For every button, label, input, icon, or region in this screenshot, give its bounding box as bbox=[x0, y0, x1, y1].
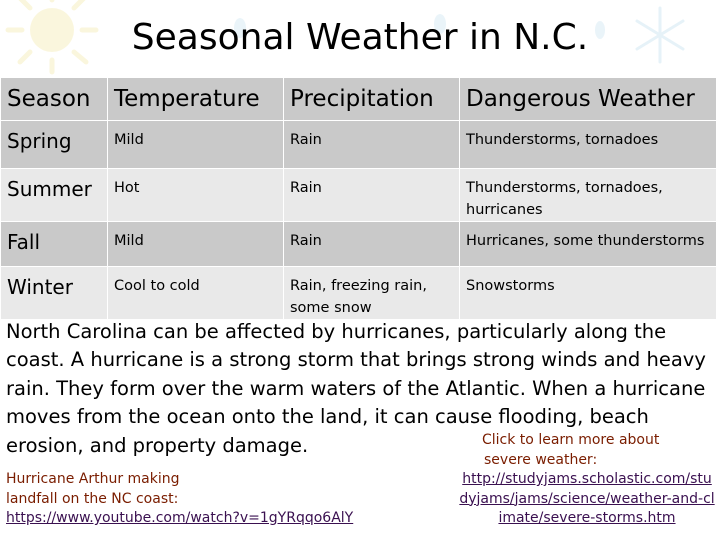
precipitation-cell: Rain bbox=[284, 222, 460, 267]
table-row bbox=[1, 169, 717, 222]
season-cell: Winter bbox=[1, 267, 108, 320]
header-temperature: Temperature bbox=[108, 78, 284, 121]
learn-more-line: Click to learn more about bbox=[482, 432, 660, 448]
studyjams-link[interactable]: http://studyjams.scholastic.com/studyjams/jams/science/weather-and-climate/severe-storms.htm bbox=[459, 471, 715, 526]
precipitation-cell: Rain bbox=[284, 121, 460, 169]
learn-more-line: severe weather: bbox=[484, 451, 598, 468]
table-row bbox=[1, 121, 717, 169]
season-cell: Spring bbox=[1, 121, 108, 169]
dangerous-weather-cell: Hurricanes, some thunderstorms bbox=[460, 222, 717, 267]
temperature-cell: Cool to cold bbox=[108, 267, 284, 320]
header-precipitation: Precipitation bbox=[284, 78, 460, 121]
dangerous-weather-cell: Snowstorms bbox=[460, 267, 717, 320]
page-title: Seasonal Weather in N.C. bbox=[131, 17, 589, 58]
learn-more-caption bbox=[458, 431, 716, 529]
season-cell: Fall bbox=[1, 222, 108, 267]
header-dangerous-weather: Dangerous Weather bbox=[460, 78, 717, 121]
temperature-cell: Mild bbox=[108, 222, 284, 267]
table-header-row bbox=[1, 78, 717, 121]
video-caption-line: Hurricane Arthur making bbox=[6, 471, 180, 487]
hurricane-paragraph: North Carolina can be affected by hurricanes, particularly along the coast. A hurricane is a strong storm that brings strong winds and heavy rain. They form over the warm waters of the Atlantic. When a hurricane moves from the ocean onto the land, it can cause flooding, beach erosion, and property damage. bbox=[6, 320, 706, 457]
season-cell: Summer bbox=[1, 169, 108, 222]
header-season: Season bbox=[1, 78, 108, 121]
video-caption bbox=[6, 470, 406, 529]
seasonal-weather-table bbox=[0, 77, 717, 320]
table-row bbox=[1, 267, 717, 320]
precipitation-cell: Rain, freezing rain, some snow bbox=[284, 267, 460, 320]
dangerous-weather-cell: Thunderstorms, tornadoes, hurricanes bbox=[460, 169, 717, 222]
precipitation-cell: Rain bbox=[284, 169, 460, 222]
youtube-video-link[interactable]: https://www.youtube.com/watch?v=1gYRqqo6AlY bbox=[6, 510, 354, 526]
temperature-cell: Hot bbox=[108, 169, 284, 222]
table-row bbox=[1, 222, 717, 267]
dangerous-weather-cell: Thunderstorms, tornadoes bbox=[460, 121, 717, 169]
video-caption-line: landfall on the NC coast: bbox=[6, 490, 179, 507]
temperature-cell: Mild bbox=[108, 121, 284, 169]
